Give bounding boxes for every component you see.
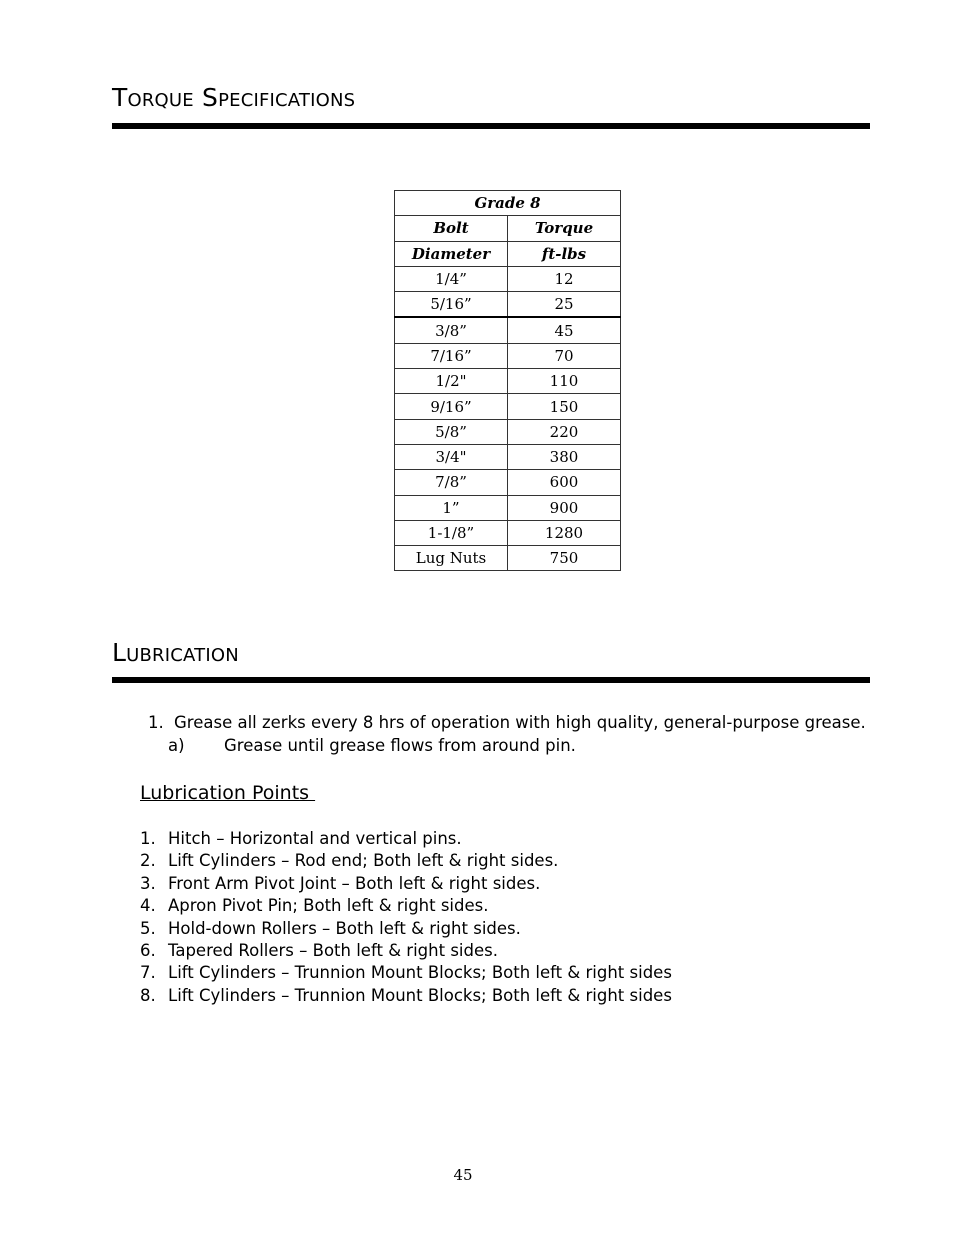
torque-value-cell: 70 [508, 343, 621, 368]
heading-divider [112, 677, 870, 683]
bolt-diameter-cell: 1” [395, 495, 508, 520]
torque-specifications-heading: Torque Specifications [112, 83, 356, 112]
item-number: 7. [140, 963, 156, 983]
torque-value-cell: 150 [508, 394, 621, 419]
torque-value-cell: 600 [508, 470, 621, 495]
col-header-torque: Torque [508, 216, 621, 241]
item-number: 6. [140, 941, 156, 961]
bolt-diameter-cell: 7/16” [395, 343, 508, 368]
col-header-bolt: Bolt [395, 216, 508, 241]
torque-value-cell: 12 [508, 266, 621, 291]
item-text: Hitch – Horizontal and vertical pins. [168, 829, 462, 848]
bolt-diameter-cell: 7/8” [395, 470, 508, 495]
table-title: Grade 8 [395, 191, 621, 216]
step-text: Grease all zerks every 8 hrs of operation with high quality, general-purpose grease. [174, 713, 866, 732]
page-number: 45 [453, 1166, 473, 1184]
col-header-ftlbs: ft-lbs [508, 241, 621, 266]
bolt-diameter-cell: 3/4" [395, 444, 508, 469]
torque-value-cell: 220 [508, 419, 621, 444]
bolt-diameter-cell: 5/8” [395, 419, 508, 444]
table-row [395, 266, 621, 291]
table-row [395, 343, 621, 368]
list-item [140, 940, 672, 962]
torque-value-cell: 900 [508, 495, 621, 520]
table-row [395, 470, 621, 495]
col-header-diameter: Diameter [395, 241, 508, 266]
torque-table [394, 190, 621, 571]
list-item [140, 873, 672, 895]
lubrication-substep [168, 735, 576, 757]
table-row [395, 369, 621, 394]
table-row [395, 495, 621, 520]
bolt-diameter-cell: 9/16” [395, 394, 508, 419]
bolt-diameter-cell: Lug Nuts [395, 546, 508, 571]
table-row [395, 444, 621, 469]
list-item [140, 962, 672, 984]
torque-value-cell: 380 [508, 444, 621, 469]
torque-value-cell: 110 [508, 369, 621, 394]
table-row [395, 292, 621, 318]
item-text: Lift Cylinders – Rod end; Both left & right sides. [168, 851, 559, 871]
lubrication-points-title: Lubrication Points [140, 782, 316, 804]
bolt-diameter-cell: 1/4” [395, 266, 508, 291]
bolt-diameter-cell: 3/8” [395, 317, 508, 343]
step-number: 1. [148, 713, 164, 732]
item-text: Hold-down Rollers – Both left & right sides. [168, 918, 521, 938]
item-number: 5. [140, 918, 156, 938]
torque-value-cell: 25 [508, 292, 621, 318]
lubrication-points-list [140, 828, 672, 1007]
item-text: Tapered Rollers – Both left & right sides. [168, 941, 498, 961]
table-row [395, 546, 621, 571]
table-row [395, 520, 621, 545]
table-row [395, 419, 621, 444]
torque-value-cell: 750 [508, 546, 621, 571]
list-item [140, 828, 672, 850]
item-number: 2. [140, 851, 156, 871]
bolt-diameter-cell: 1-1/8” [395, 520, 508, 545]
list-item [140, 985, 672, 1007]
list-item [140, 918, 672, 940]
item-number: 3. [140, 873, 156, 893]
item-text: Lift Cylinders – Trunnion Mount Blocks; Both left & right sides [168, 963, 672, 983]
list-item [140, 850, 672, 872]
torque-value-cell: 45 [508, 317, 621, 343]
item-text: Apron Pivot Pin; Both left & right sides. [168, 896, 489, 916]
item-number: 1. [140, 829, 156, 848]
item-number: 8. [140, 985, 156, 1005]
bolt-diameter-cell: 1/2" [395, 369, 508, 394]
lubrication-heading: Lubrication [112, 638, 239, 667]
lubrication-step [148, 712, 866, 734]
list-item [140, 895, 672, 917]
item-text: Front Arm Pivot Joint – Both left & right sides. [168, 873, 541, 893]
substep-label: a) [168, 736, 185, 755]
item-text: Lift Cylinders – Trunnion Mount Blocks; Both left & right sides [168, 985, 672, 1005]
table-row [395, 317, 621, 343]
table-row [395, 394, 621, 419]
substep-text: Grease until grease flows from around pin. [224, 736, 576, 755]
bolt-diameter-cell: 5/16” [395, 292, 508, 318]
item-number: 4. [140, 896, 156, 916]
torque-value-cell: 1280 [508, 520, 621, 545]
heading-divider [112, 123, 870, 129]
